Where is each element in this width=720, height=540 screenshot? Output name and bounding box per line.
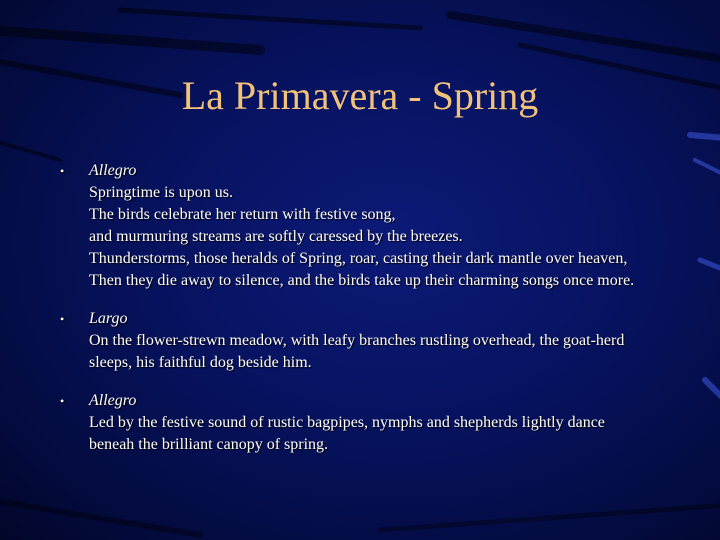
verse-line: The birds celebrate her return with festive song, [89,206,396,223]
verse-line: Led by the festive sound of rustic bagpipes, nymphs and shepherds lightly dance beneah the brilliant canopy of spring. [89,414,605,453]
list-item [60,308,650,374]
bullet-icon: • [60,312,65,326]
bullet-icon: • [60,394,65,408]
list-item [60,160,650,292]
tempo-label: Allegro [89,392,137,409]
list-item [60,390,650,456]
slide-title: La Primavera - Spring [181,73,539,118]
bullet-icon: • [60,164,65,178]
tempo-label: Largo [89,310,128,327]
bullet-list [60,160,650,456]
verse-line: On the flower-strewn meadow, with leafy branches rustling overhead, the goat-herd sleeps, his faithful dog beside him. [89,332,625,371]
verse-line: Springtime is upon us. [89,184,234,201]
verse-line: and murmuring streams are softly caressed by the breezes. [89,228,463,245]
verse-line: Thunderstorms, those heralds of Spring, roar, casting their dark mantle over heaven, [89,250,628,267]
tempo-label: Allegro [89,162,137,179]
verse-line: Then they die away to silence, and the birds take up their charming songs once more. [89,272,635,289]
